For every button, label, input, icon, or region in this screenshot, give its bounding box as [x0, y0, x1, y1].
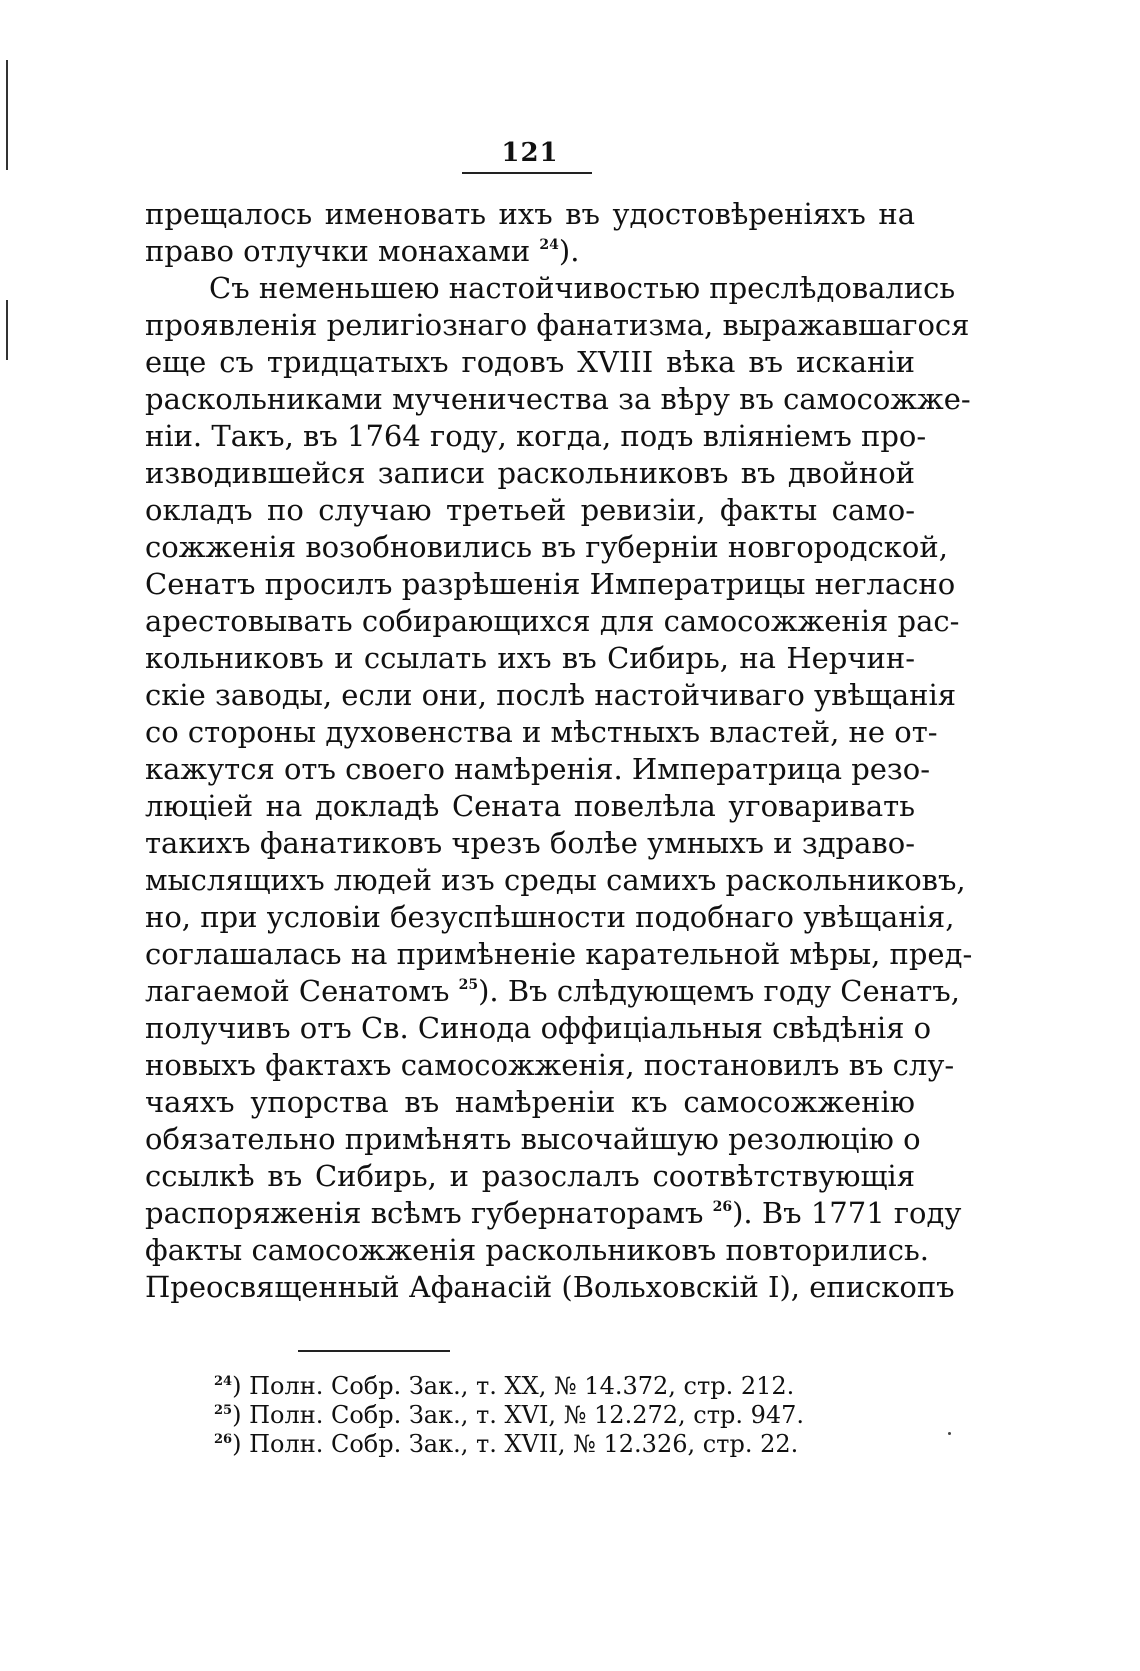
footnote — [214, 1430, 854, 1459]
text-line-segment: распоряженія всѣмъ губернаторамъ — [145, 1196, 713, 1230]
page-number-rule — [462, 172, 592, 174]
text-line: раскольниками мученичества за вѣру въ самосожже- — [145, 382, 971, 416]
scan-edge-mark — [6, 60, 8, 170]
text-line: Сенатъ просилъ разрѣшенія Императрицы негласно — [145, 567, 956, 601]
text-line: Преосвященный Афанасій (Вольховскій I), епископъ — [145, 1270, 955, 1304]
text-line: но, при условіи безуспѣшности подобнаго увѣщанія, — [145, 900, 955, 934]
footnote — [214, 1401, 854, 1430]
text-line-segment: право отлучки монахами — [145, 234, 540, 268]
footnotes — [214, 1372, 854, 1459]
text-line: такихъ фанатиковъ чрезъ болѣе умныхъ и здраво- — [145, 826, 915, 860]
scan-edge-mark — [6, 300, 8, 360]
text-line: получивъ отъ Св. Синода оффиціальныя свѣдѣнія о — [145, 1011, 932, 1045]
text-line: обязательно примѣнять высочайшую резолюцію о — [145, 1122, 921, 1156]
text-line-segment: лагаемой Сенатомъ — [145, 974, 459, 1008]
text-line-segment: ). — [558, 234, 580, 268]
footnote-number: 26 — [214, 1432, 233, 1447]
text-line — [145, 973, 960, 1010]
footnote-number: 25 — [214, 1403, 233, 1418]
text-line-segment: ). Въ 1771 году — [732, 1196, 962, 1230]
text-line: проявленія религіознаго фанатизма, выражавшагося — [145, 308, 970, 342]
text-line-segment: ). Въ слѣдующемъ году Сенатъ, — [478, 974, 960, 1008]
text-line: ссылкѣ въ Сибирь, и разослалъ соотвѣтствующія — [145, 1159, 915, 1193]
footnote-reference[interactable]: 24 — [539, 237, 559, 253]
text-line: новыхъ фактахъ самосожженія, постановилъ въ слу- — [145, 1048, 955, 1082]
text-line: факты самосожженія раскольниковъ повторились. — [145, 1233, 929, 1267]
text-line: кажутся отъ своего намѣренія. Императрица резо- — [145, 752, 930, 786]
text-line: Съ неменьшею настойчивостью преслѣдовались — [209, 271, 956, 305]
footnote-text: ) Полн. Собр. Зак., т. XX, № 14.372, стр. 212. — [232, 1372, 795, 1400]
text-line: соглашалась на примѣненіе карательной мѣры, пред- — [145, 937, 973, 971]
text-line: мыслящихъ людей изъ среды самихъ раскольниковъ, — [145, 863, 966, 897]
text-line — [145, 1195, 962, 1232]
text-line: кольниковъ и ссылать ихъ въ Сибирь, на Нерчин- — [145, 641, 915, 675]
text-line: прещалось именовать ихъ въ удостовѣреніяхъ на — [145, 197, 915, 231]
text-line: изводившейся записи раскольниковъ въ двойной — [145, 456, 915, 490]
text-line: со стороны духовенства и мѣстныхъ властей, не от- — [145, 715, 938, 749]
text-line: арестовывать собирающихся для самосожженія рас- — [145, 604, 960, 638]
footnote-reference[interactable]: 26 — [712, 1199, 733, 1215]
footnote-separator — [298, 1350, 450, 1352]
scan-speck — [948, 1432, 951, 1435]
footnote — [214, 1372, 854, 1401]
page-number: 121 — [501, 138, 559, 168]
text-line: чаяхъ упорства въ намѣреніи къ самосожженію — [145, 1085, 915, 1119]
text-line: сожженія возобновились въ губерніи новгородской, — [145, 530, 948, 564]
text-line: окладъ по случаю третьей ревизіи, факты само- — [145, 493, 915, 527]
footnote-reference[interactable]: 25 — [458, 977, 479, 993]
text-line: ніи. Такъ, въ 1764 году, когда, подъ вліяніемъ про- — [145, 419, 927, 453]
footnote-text: ) Полн. Собр. Зак., т. XVI, № 12.272, стр. 947. — [232, 1401, 805, 1429]
text-line: еще съ тридцатыхъ годовъ XVIII вѣка въ исканіи — [145, 345, 915, 379]
body-text — [145, 196, 973, 1306]
text-line: скіе заводы, если они, послѣ настойчиваго увѣщанія — [145, 678, 957, 712]
footnote-text: ) Полн. Собр. Зак., т. XVII, № 12.326, стр. 22. — [232, 1430, 799, 1458]
text-line: люціей на докладѣ Сената повелѣла уговаривать — [145, 789, 915, 823]
text-line — [145, 233, 915, 270]
footnote-number: 24 — [214, 1374, 233, 1389]
